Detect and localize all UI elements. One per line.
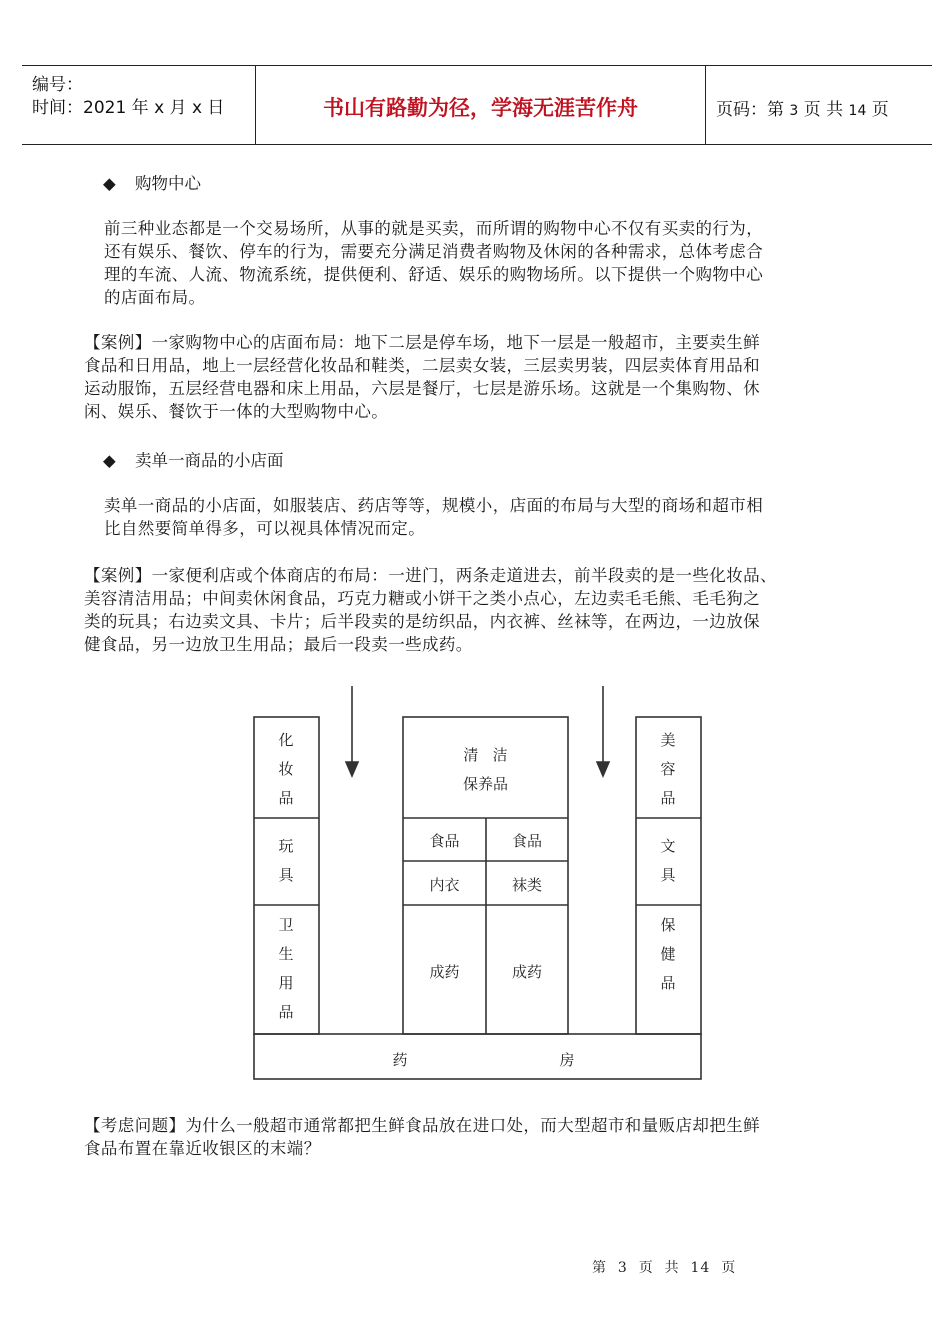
section-shopping-center-body bbox=[104, 217, 763, 309]
header-meta-cell bbox=[22, 66, 255, 144]
text-line: 【案例】一家购物中心的店面布局：地下二层是停车场，地下一层是一般超市，主要卖生鲜 bbox=[84, 333, 760, 352]
section-small-store-body bbox=[104, 494, 763, 540]
label-text: 卫 生 用 品 bbox=[278, 916, 294, 1021]
text-line: 美容清洁用品；中间卖休闲食品，巧克力糖或小饼干之类小点心，左边卖毛毛熊、毛毛狗之 bbox=[84, 589, 760, 608]
header-page-cell bbox=[706, 66, 932, 144]
text-line: 食品布置在靠近收银区的末端？ bbox=[84, 1139, 321, 1158]
label-pharmacy-1: 药 bbox=[392, 1051, 408, 1069]
header-motto-cell bbox=[255, 66, 706, 144]
label-food-right: 食品 bbox=[511, 832, 542, 850]
text-line: 比自然要简单得多，可以视具体情况而定。 bbox=[104, 519, 426, 538]
page-footer: 第 3 页 共 14 页 bbox=[592, 1260, 737, 1276]
page-prefix: 页码：第 bbox=[716, 100, 784, 120]
text-line: 健食品，另一边放卫生用品；最后一段卖一些成药。 bbox=[84, 635, 473, 654]
label-medicine-left: 成药 bbox=[429, 963, 460, 981]
page-header bbox=[22, 65, 932, 145]
case-shopping-center bbox=[84, 331, 760, 423]
text-line: 类的玩具；右边卖文具、卡片；后半段卖的是纺织品，内衣裤、丝袜等，在两边，一边放保 bbox=[84, 612, 760, 631]
text-line: 闲、娱乐、餐饮于一体的大型购物中心。 bbox=[84, 402, 389, 421]
label-food-left: 食品 bbox=[429, 832, 460, 850]
label-health-food bbox=[656, 911, 680, 998]
label-cleaning: 清 洁 bbox=[463, 746, 508, 764]
header-page-number bbox=[716, 95, 889, 120]
label-socks: 袜类 bbox=[511, 876, 542, 894]
label-text: 美 容 品 bbox=[660, 731, 676, 807]
text-line: 前三种业态都是一个交易场所，从事的就是买卖，而所谓的购物中心不仅有买卖的行为， bbox=[104, 219, 764, 238]
case-convenience-store bbox=[84, 564, 777, 656]
arrow-down-icon bbox=[346, 762, 358, 776]
text-line: 还有娱乐、餐饮、停车的行为，需要充分满足消费者购物及休闲的各种需求，总体考虑合 bbox=[104, 242, 764, 261]
label-text: 保 健 品 bbox=[660, 916, 676, 992]
section-title: 卖单一商品的小店面 bbox=[134, 451, 284, 470]
section-shopping-center-heading bbox=[103, 170, 201, 194]
section-title: 购物中心 bbox=[134, 174, 201, 193]
number-label: 编号： bbox=[32, 75, 83, 95]
text-line: 卖单一商品的小店面，如服装店、药店等等，规模小，店面的布局与大型的商场和超市相 bbox=[104, 496, 764, 515]
text-line: 运动服饰，五层经营电器和床上用品，六层是餐厅，七层是游乐场。这就是一个集购物、休 bbox=[84, 379, 760, 398]
label-stationery bbox=[656, 832, 680, 890]
label-care-products: 保养品 bbox=[462, 775, 508, 793]
text-line: 理的车流、人流、物流系统，提供便利、舒适、娱乐的购物场所。以下提供一个购物中心 bbox=[104, 265, 764, 284]
motto: 书山有路勤为径，学海无涯苦作舟 bbox=[323, 96, 638, 120]
label-text: 化 妆 品 bbox=[278, 731, 294, 807]
label-text: 文 具 bbox=[660, 837, 676, 884]
text-line: 【考虑问题】为什么一般超市通常都把生鲜食品放在进口处，而大型超市和量贩店却把生鲜 bbox=[84, 1116, 760, 1135]
text-line: 【案例】一家便利店或个体商店的布局：一进门，两条走道进去，前半段卖的是一些化妆品、 bbox=[84, 566, 777, 585]
label-medicine-right: 成药 bbox=[511, 963, 542, 981]
page-mid: 页 共 bbox=[803, 100, 844, 120]
diamond-bullet-icon: ◆ bbox=[103, 174, 116, 193]
consideration-question bbox=[84, 1114, 760, 1160]
label-beauty bbox=[656, 726, 680, 813]
label-pharmacy-2: 房 bbox=[559, 1051, 575, 1069]
diamond-bullet-icon: ◆ bbox=[103, 451, 116, 470]
label-toys bbox=[274, 832, 298, 890]
page-suffix: 页 bbox=[871, 100, 889, 120]
label-underwear: 内衣 bbox=[429, 876, 460, 894]
page-current: 3 bbox=[789, 103, 799, 119]
section-small-store-heading bbox=[103, 447, 283, 471]
pharmacy-bar bbox=[254, 1034, 701, 1079]
arrow-down-icon bbox=[597, 762, 609, 776]
label-hygiene bbox=[274, 911, 298, 1027]
page-total: 14 bbox=[848, 103, 867, 119]
text-line: 食品和日用品，地上一层经营化妆品和鞋类，二层卖女装，三层卖男装，四层卖体育用品和 bbox=[84, 356, 760, 375]
label-cosmetics bbox=[274, 726, 298, 813]
time-label: 时间：2021 年 x 月 x 日 bbox=[32, 98, 225, 118]
text-line: 的店面布局。 bbox=[104, 288, 206, 307]
label-text: 玩 具 bbox=[278, 837, 294, 884]
